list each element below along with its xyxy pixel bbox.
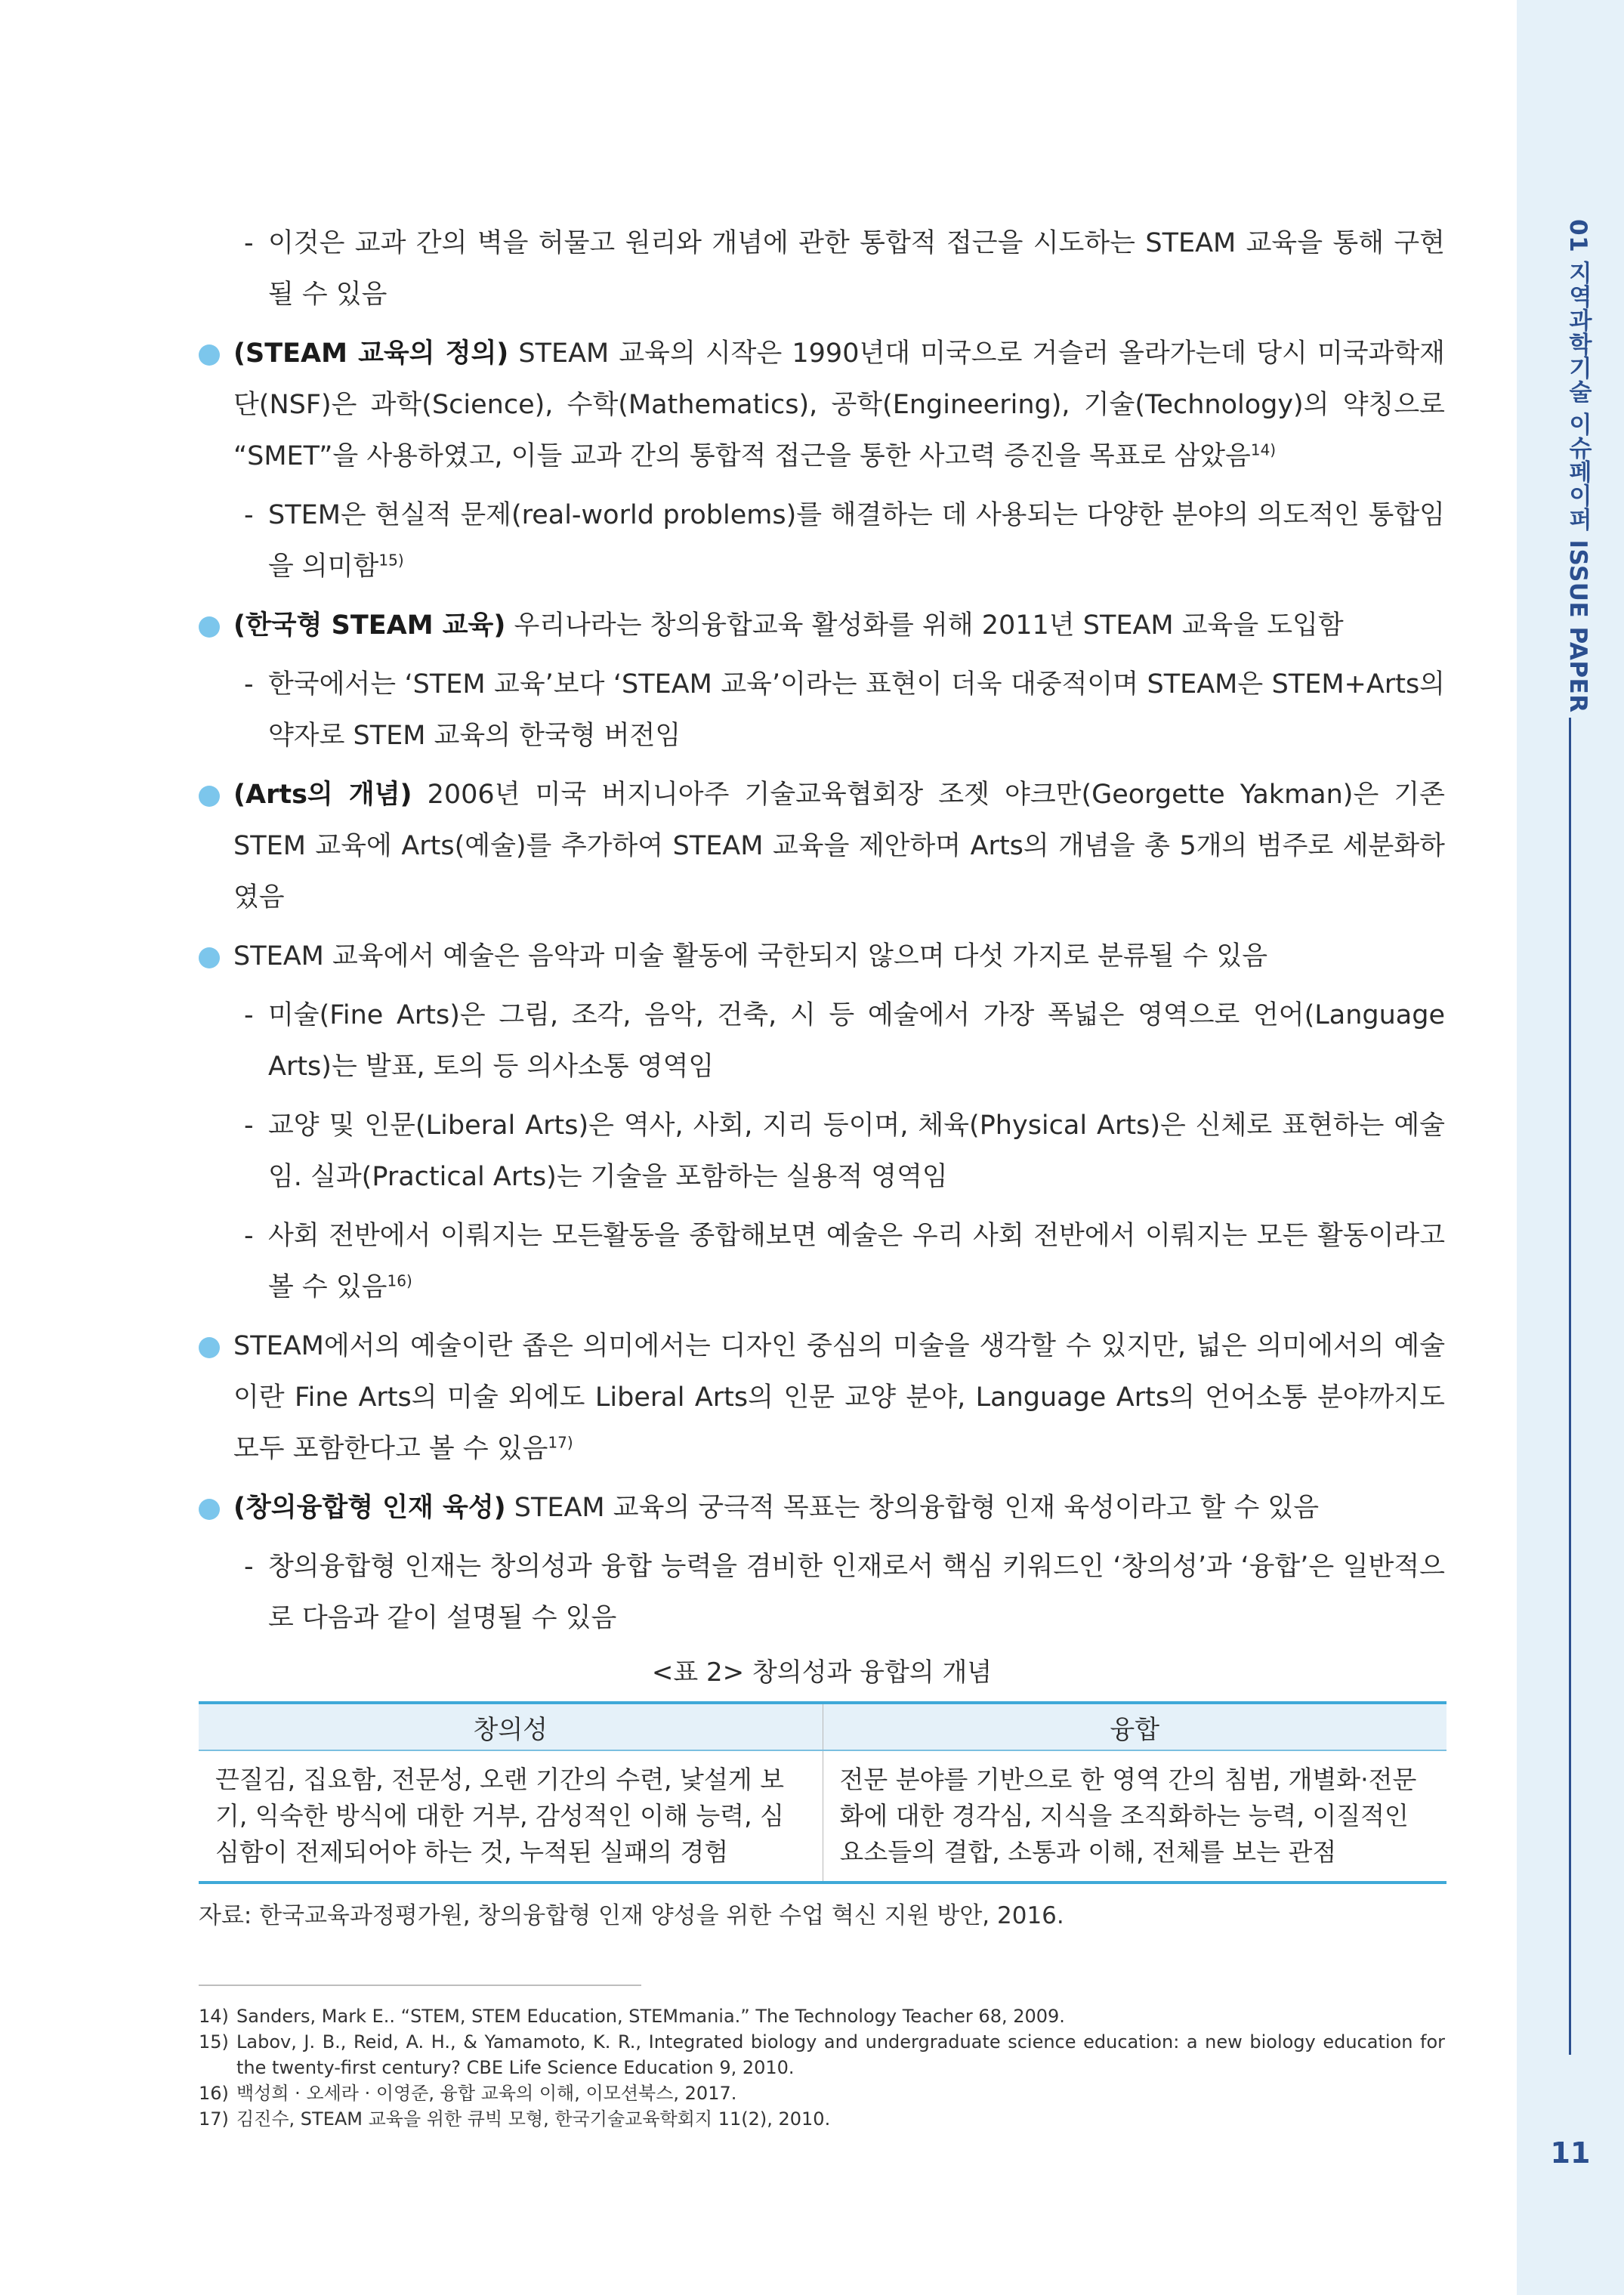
- paragraph-text: 이것은 교과 간의 벽을 허물고 원리와 개념에 관한 통합적 접근을 시도하는 STEAM 교육을 통해 구현될 수 있음: [268, 228, 1445, 310]
- footnote-ref[interactable]: 15): [378, 551, 404, 570]
- footnote-text: 김진수, STEAM 교육을 위한 큐빅 모형, 한국기술교육학회지 11(2), 2010.: [236, 2108, 831, 2130]
- bullet-paragraph: [199, 600, 1445, 651]
- main-content: [199, 218, 1445, 1934]
- footnote-text: 백성희 · 오세라 · 이영준, 융합 교육의 이해, 이모션북스, 2017.: [236, 2083, 737, 2104]
- table-cell: 끈질김, 집요함, 전문성, 오랜 기간의 수련, 낯설게 보기, 익숙한 방식에 대한 거부, 감성적인 이해 능력, 심심함이 전제되어야 하는 것, 누적된 실패의 경험: [199, 1750, 823, 1883]
- paragraph-label: (창의융합형 인재 육성): [233, 1493, 506, 1523]
- table-header-cell: 융합: [823, 1703, 1446, 1750]
- table-caption: <표 2> 창의성과 융합의 개념: [651, 1657, 993, 1688]
- dash-paragraph: [221, 990, 1445, 1092]
- footnote-item: [199, 2106, 1445, 2132]
- paragraph-text: STEAM 교육의 시작은 1990년대 미국으로 거슬러 올라가는데 당시 미국과학재단(NSF)은 과학(Science), 수학(Mathematics), 공학(Engineering), 기술(Technology)의 약칭으로 “SMET”을 사용하였고, 이들 교과 간의 통합적 접근을 통한 사고력 증진을 목표로 삼았음: [233, 338, 1445, 471]
- paragraph-label: (한국형 STEAM 교육): [233, 610, 506, 641]
- bullet-paragraph: [199, 1482, 1445, 1534]
- bullet-dot-icon: [199, 1499, 220, 1520]
- bullet-paragraph: [199, 769, 1445, 923]
- paragraph-text: STEAM에서의 예술이란 좁은 의미에서는 디자인 중심의 미술을 생각할 수 있지만, 넓은 의미에서의 예술이란 Fine Arts의 미술 외에도 Liberal Arts의 인문 교양 분야, Language Arts의 언어소통 분야까지도 모두 포함한다고 볼 수 있음: [233, 1331, 1445, 1464]
- table-source-note: 자료: 한국교육과정평가원, 창의융합형 인재 양성을 위한 수업 혁신 지원 방안, 2016.: [199, 1902, 1064, 1929]
- paragraph-text: 교양 및 인문(Liberal Arts)은 역사, 사회, 지리 등이며, 체육(Physical Arts)은 신체로 표현하는 예술임. 실과(Practical Arts)는 기술을 포함하는 실용적 영역임: [268, 1110, 1445, 1192]
- footnote-divider: [199, 1985, 641, 1986]
- footnote-number: 16): [199, 2083, 229, 2104]
- dash-marker: -: [244, 228, 254, 258]
- paragraph-text: 2006년 미국 버지니아주 기술교육협회장 조젯 야크만(Georgette Yakman)은 기존 STEM 교육에 Arts(예술)를 추가하여 STEAM 교육을 제안하며 Arts의 개념을 총 5개의 범주로 세분화하였음: [233, 780, 1445, 913]
- paragraph-text: STEAM 교육의 궁극적 목표는 창의융합형 인재 육성이라고 할 수 있음: [505, 1493, 1320, 1523]
- bullet-dot-icon: [199, 786, 220, 807]
- dash-marker: -: [244, 1110, 254, 1141]
- bullet-dot-icon: [199, 616, 220, 638]
- dash-paragraph: [221, 659, 1445, 761]
- dash-paragraph: [221, 490, 1445, 592]
- footnote-ref[interactable]: 14): [1250, 440, 1277, 459]
- paragraph-label: (STEAM 교육의 정의): [233, 338, 509, 369]
- bullet-paragraph: [199, 328, 1445, 482]
- sidebar-divider: [1569, 718, 1571, 2055]
- paragraph-text: 한국에서는 ‘STEM 교육’보다 ‘STEAM 교육’이라는 표현이 더욱 대중적이며 STEAM은 STEM+Arts의 약자로 STEM 교육의 한국형 버전임: [268, 669, 1445, 751]
- bullet-paragraph: [199, 1320, 1445, 1475]
- table-row: [199, 1750, 1446, 1883]
- bullet-dot-icon: [199, 947, 220, 968]
- dash-marker: -: [244, 1221, 254, 1251]
- footnote-number: 17): [199, 2108, 229, 2130]
- footnote-item: [199, 2003, 1445, 2029]
- dash-marker: -: [244, 669, 254, 700]
- bullet-dot-icon: [199, 1337, 220, 1358]
- concept-table: [199, 1701, 1446, 1884]
- paragraph-text: 창의융합형 인재는 창의성과 융합 능력을 겸비한 인재로서 핵심 키워드인 ‘창의성’과 ‘융합’은 일반적으로 다음과 같이 설명될 수 있음: [268, 1552, 1445, 1633]
- dash-marker: -: [244, 1552, 254, 1582]
- dash-paragraph: [221, 1210, 1445, 1313]
- dash-marker: -: [244, 1000, 254, 1030]
- dash-paragraph: [221, 218, 1445, 320]
- paragraph-text: 사회 전반에서 이뤄지는 모든활동을 종합해보면 예술은 우리 사회 전반에서 이뤄지는 모든 활동이라고 볼 수 있음: [268, 1221, 1445, 1302]
- page-number: 11: [1550, 2136, 1591, 2170]
- dash-paragraph: [221, 1100, 1445, 1203]
- bullet-dot-icon: [199, 344, 220, 366]
- table-header-cell: 창의성: [199, 1703, 823, 1750]
- paragraph-label: (Arts의 개념): [233, 780, 412, 810]
- sidebar-title: 01 지역과학기술 이슈페이퍼 ISSUE PAPER: [1564, 219, 1592, 713]
- footnote-ref[interactable]: 16): [387, 1271, 412, 1290]
- dash-paragraph: [221, 1541, 1445, 1644]
- dash-marker: -: [244, 500, 254, 530]
- table-cell: 전문 분야를 기반으로 한 영역 간의 침범, 개별화·전문화에 대한 경각심, 지식을 조직화하는 능력, 이질적인 요소들의 결합, 소통과 이해, 전체를 보는 관점: [823, 1750, 1446, 1883]
- footnote-item: [199, 2029, 1445, 2080]
- paragraph-text: STEAM 교육에서 예술은 음악과 미술 활동에 국한되지 않으며 다섯 가지로 분류될 수 있음: [233, 941, 1268, 971]
- body-text: [199, 218, 1445, 1644]
- sidebar: [1517, 0, 1624, 2295]
- footnote-number: 15): [199, 2031, 229, 2053]
- footnote-number: 14): [199, 2006, 229, 2027]
- bullet-paragraph: [199, 931, 1445, 982]
- paragraph-text: 미술(Fine Arts)은 그림, 조각, 음악, 건축, 시 등 예술에서 가장 폭넓은 영역으로 언어(Language Arts)는 발표, 토의 등 의사소통 영역임: [268, 1000, 1445, 1082]
- footnote-text: Labov, J. B., Reid, A. H., & Yamamoto, K. R., Integrated biology and undergraduate science education: a new biology education for the twenty-first century? CBE Life Science Education 9, 2010.: [236, 2031, 1445, 2078]
- paragraph-text: 우리나라는 창의융합교육 활성화를 위해 2011년 STEAM 교육을 도입함: [505, 610, 1344, 641]
- footnote-item: [199, 2080, 1445, 2106]
- footnotes: [199, 2003, 1445, 2132]
- paragraph-text: STEM은 현실적 문제(real-world problems)를 해결하는 데 사용되는 다양한 분야의 의도적인 통합임을 의미함: [268, 500, 1445, 582]
- footnote-text: Sanders, Mark E.. “STEM, STEM Education, STEMmania.” The Technology Teacher 68, 2009.: [236, 2006, 1065, 2027]
- table-header-row: [199, 1703, 1446, 1750]
- footnote-ref[interactable]: 17): [548, 1433, 573, 1452]
